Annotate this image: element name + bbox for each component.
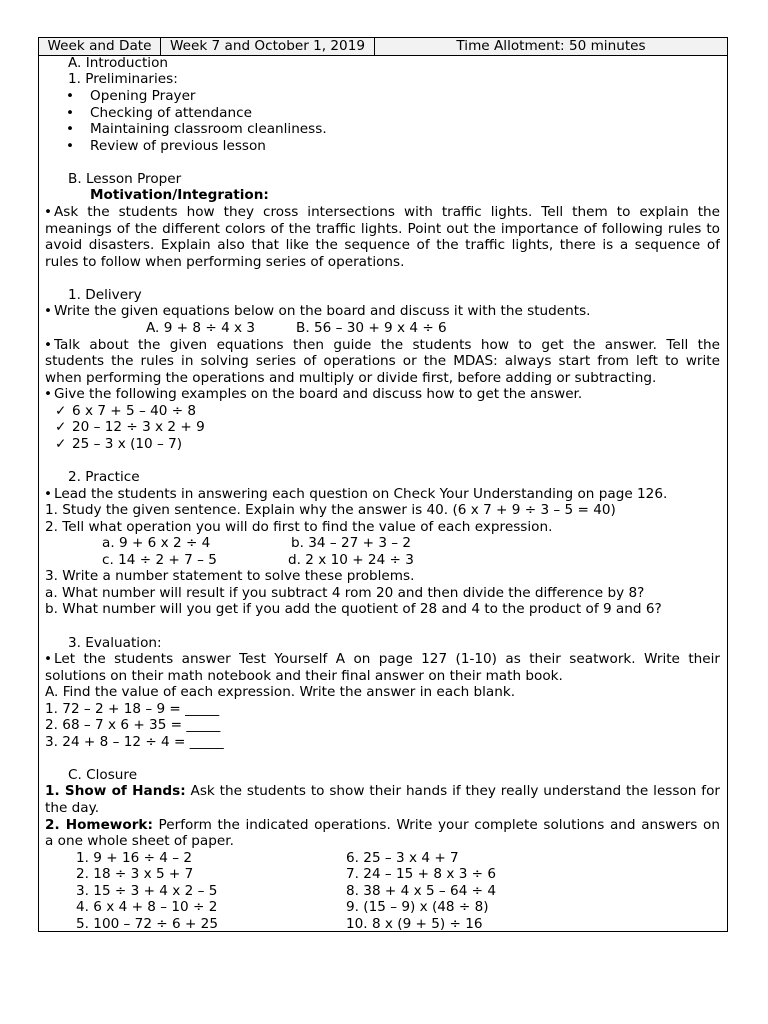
lesson-proper-heading: B. Lesson Proper <box>68 171 182 187</box>
bullet-icon: • <box>44 386 53 402</box>
week-label: Week and Date <box>39 38 161 55</box>
paragraph-line: solutions on their math notebook and their final answer on their math book. <box>45 668 563 684</box>
homework-item: 2. 18 ÷ 3 x 5 + 7 <box>76 866 194 882</box>
checkmark-icon: ✓ <box>55 419 67 435</box>
preliminaries-heading: 1. Preliminaries: <box>68 71 178 87</box>
week-value: Week 7 and October 1, 2019 <box>161 38 375 55</box>
time-allotment: Time Allotment: 50 minutes <box>456 38 646 54</box>
paragraph-line: rules to follow when performing series of operations. <box>45 254 405 270</box>
show-of-hands-label: 1. Show of Hands: <box>45 783 186 799</box>
paragraph-line: a one whole sheet of paper. <box>45 833 234 849</box>
homework-line <box>45 817 720 833</box>
practice-question: 1. Study the given sentence. Explain why the answer is 40. (6 x 7 + 9 ÷ 3 – 5 = 40) <box>45 502 616 518</box>
show-of-hands-text: Ask the students to show their hands if they really understand the lesson for <box>185 783 720 799</box>
bullet-icon: • <box>66 138 75 154</box>
checkmark-icon: ✓ <box>55 403 67 419</box>
paragraph-line: Let the students answer Test Yourself A on page 127 (1-10) as their seatwork. Write their <box>54 651 720 667</box>
list-item: Maintaining classroom cleanliness. <box>90 121 327 137</box>
evaluation-heading: 3. Evaluation: <box>68 635 162 651</box>
paragraph-line: Talk about the given equations then guide the students how to get the answer. Tell the <box>54 337 720 353</box>
paragraph-line: Give the following examples on the board and discuss how to get the answer. <box>54 386 583 402</box>
homework-item: 4. 6 x 4 + 8 – 10 ÷ 2 <box>76 899 218 915</box>
list-item: Review of previous lesson <box>90 138 266 154</box>
bullet-icon: • <box>44 486 53 502</box>
homework-item: 9. (15 – 9) x (48 ÷ 8) <box>346 899 489 915</box>
paragraph-line: the day. <box>45 800 100 816</box>
bullet-icon: • <box>66 121 75 137</box>
bullet-icon: • <box>44 651 53 667</box>
bullet-icon: • <box>44 204 53 220</box>
practice-question: 3. Write a number statement to solve these problems. <box>45 568 415 584</box>
practice-question: b. What number will you get if you add the quotient of 28 and 4 to the product of 9 and 6? <box>45 601 662 617</box>
paragraph-line: avoid disasters. Explain also that like the sequence of the traffic lights, there is a sequence of <box>45 237 720 253</box>
homework-item: 8. 38 + 4 x 5 – 64 ÷ 4 <box>346 883 497 899</box>
header-row <box>38 37 728 56</box>
list-item: Opening Prayer <box>90 88 196 104</box>
intro-heading: A. Introduction <box>68 55 169 71</box>
closure-heading: C. Closure <box>68 767 138 783</box>
expression-item: b. 34 – 27 + 3 – 2 <box>291 535 412 551</box>
paragraph-line: Ask the students how they cross intersections with traffic lights. Tell them to explain the <box>54 204 720 220</box>
practice-heading: 2. Practice <box>68 469 140 485</box>
bullet-icon: • <box>44 303 53 319</box>
homework-item: 1. 9 + 16 ÷ 4 – 2 <box>76 850 193 866</box>
show-of-hands-line <box>45 783 720 799</box>
checkmark-icon: ✓ <box>55 436 67 452</box>
homework-label: 2. Homework: <box>45 817 153 833</box>
homework-item: 10. 8 x (9 + 5) ÷ 16 <box>346 916 483 932</box>
paragraph-line: when performing the operations and multiply or divide first, before adding or subtracting. <box>45 370 657 386</box>
homework-text: Perform the indicated operations. Write your complete solutions and answers on <box>152 817 720 833</box>
delivery-heading: 1. Delivery <box>68 287 142 303</box>
list-item: Checking of attendance <box>90 105 252 121</box>
homework-item: 3. 15 ÷ 3 + 4 x 2 – 5 <box>76 883 218 899</box>
paragraph-line: meanings of the different colors of the traffic lights. Point out the importance of following rules to <box>45 221 720 237</box>
equation-a: A. 9 + 8 ÷ 4 x 3 <box>146 320 256 336</box>
bullet-icon: • <box>44 337 53 353</box>
motivation-title: Motivation/Integration: <box>90 187 269 203</box>
homework-item: 6. 25 – 3 x 4 + 7 <box>346 850 459 866</box>
evaluation-item: 1. 72 – 2 + 18 – 9 = _____ <box>45 701 220 717</box>
expression-item: a. 9 + 6 x 2 ÷ 4 <box>102 535 211 551</box>
bullet-icon: • <box>66 105 75 121</box>
evaluation-instruction: A. Find the value of each expression. Write the answer in each blank. <box>45 684 516 700</box>
homework-item: 7. 24 – 15 + 8 x 3 ÷ 6 <box>346 866 497 882</box>
example-item: 25 – 3 x (10 – 7) <box>72 436 183 452</box>
example-item: 20 – 12 ÷ 3 x 2 + 9 <box>72 419 205 435</box>
practice-question: a. What number will result if you subtract 4 rom 20 and then divide the difference by 8? <box>45 585 645 601</box>
paragraph-line: Lead the students in answering each question on Check Your Understanding on page 126. <box>54 486 668 502</box>
expression-item: c. 14 ÷ 2 + 7 – 5 <box>102 552 217 568</box>
evaluation-item: 3. 24 + 8 – 12 ÷ 4 = _____ <box>45 734 224 750</box>
paragraph-line: Write the given equations below on the board and discuss it with the students. <box>54 303 591 319</box>
bullet-icon: • <box>66 88 75 104</box>
expression-item: d. 2 x 10 + 24 ÷ 3 <box>288 552 414 568</box>
homework-item: 5. 100 – 72 ÷ 6 + 25 <box>76 916 218 932</box>
example-item: 6 x 7 + 5 – 40 ÷ 8 <box>72 403 197 419</box>
paragraph-line: students the rules in solving series of operations or the MDAS: always start from left to write <box>45 353 720 369</box>
evaluation-item: 2. 68 – 7 x 6 + 35 = _____ <box>45 717 221 733</box>
equation-b: B. 56 – 30 + 9 x 4 ÷ 6 <box>296 320 447 336</box>
practice-question: 2. Tell what operation you will do first to find the value of each expression. <box>45 519 553 535</box>
